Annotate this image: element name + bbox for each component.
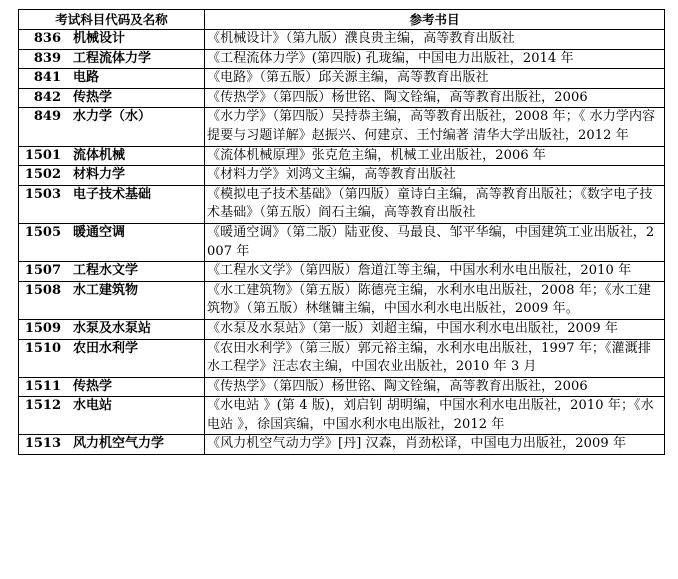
subject-code: 1509 [24, 320, 61, 336]
subject-code: 842 [33, 89, 61, 105]
subject-cell [19, 435, 205, 455]
books-cell: 《传热学》（第四版）杨世铭、陶文铨编，高等教育出版社，2006 [205, 377, 665, 397]
subject-cell [19, 88, 205, 108]
table-row [19, 262, 665, 282]
table-row [19, 49, 665, 69]
reference-books-table [18, 9, 665, 455]
subject-cell [19, 262, 205, 282]
subject-name: 流体机械 [73, 147, 126, 163]
books-cell: 《电路》（第五版）邱关源主编，高等教育出版社 [205, 69, 665, 89]
books-cell: 《工程流体力学》(第四版) 孔珑编，中国电力出版社，2014 年 [205, 49, 665, 69]
table-row [19, 69, 665, 89]
table-row [19, 88, 665, 108]
subject-code: 1502 [24, 167, 61, 183]
subject-name: 工程水文学 [73, 263, 139, 279]
subject-cell [19, 69, 205, 89]
subject-cell [19, 166, 205, 186]
subject-name: 水工建筑物 [73, 282, 139, 298]
subject-name: 材料力学 [73, 167, 126, 183]
table-row [19, 377, 665, 397]
table-row [19, 223, 665, 261]
subject-code: 1512 [24, 398, 61, 414]
books-cell: 《水力学》（第四版）吴持恭主编，高等教育出版社，2008 年；《 水力学内容提要与习题详解》赵振兴、何建京、王忖编著 清华大学出版社，2012 年 [205, 108, 665, 146]
subject-cell [19, 108, 205, 146]
books-cell: 《材料力学》刘鸿文主编，高等教育出版社 [205, 166, 665, 186]
subject-name: 风力机空气力学 [73, 436, 165, 452]
subject-code: 1513 [24, 436, 61, 452]
subject-cell [19, 339, 205, 377]
table-body [19, 30, 665, 455]
books-cell: 《水泵及水泵站》（第一版）刘超主编，中国水利水电出版社，2009 年 [205, 319, 665, 339]
table-row [19, 166, 665, 186]
table-row [19, 339, 665, 377]
subject-cell [19, 377, 205, 397]
subject-name: 暖通空调 [73, 224, 126, 240]
table-row [19, 281, 665, 319]
books-cell: 《水工建筑物》（第五版）陈德亮主编，水利水电出版社，2008 年；《水工建筑物》（第五版）林继镛主编，中国水利水电出版社，2009 年。 [205, 281, 665, 319]
subject-code: 1505 [24, 224, 61, 240]
subject-name: 传热学 [73, 89, 113, 105]
books-cell: 《流体机械原理》张克危主编，机械工业出版社，2006 年 [205, 146, 665, 166]
subject-cell [19, 223, 205, 261]
subject-name: 工程流体力学 [73, 50, 152, 66]
subject-code: 839 [33, 50, 61, 66]
header-subject: 考试科目代码及名称 [19, 10, 205, 30]
subject-name: 电子技术基础 [73, 186, 152, 202]
subject-cell [19, 185, 205, 223]
books-cell: 《模拟电子技术基础》（第四版）童诗白主编，高等教育出版社；《数字电子技术基础》（第五版）阎石主编，高等教育出版社 [205, 185, 665, 223]
subject-name: 机械设计 [73, 31, 126, 46]
subject-cell [19, 319, 205, 339]
subject-code: 841 [33, 70, 61, 86]
subject-name: 农田水利学 [73, 340, 139, 356]
books-cell: 《水电站 》(第 4 版)，刘启钊 胡明编，中国水利水电出版社，2010 年；《水电站 》，徐国宾编，中国水利水电出版社，2012 年 [205, 397, 665, 435]
table-row [19, 108, 665, 146]
table-header-row [19, 10, 665, 30]
subject-code: 1503 [24, 186, 61, 202]
table-row [19, 185, 665, 223]
table-row [19, 146, 665, 166]
subject-cell [19, 49, 205, 69]
subject-name: 水力学（水） [73, 109, 152, 125]
subject-name: 水电站 [73, 398, 113, 414]
books-cell: 《传热学》（第四版）杨世铭、陶文铨编，高等教育出版社，2006 [205, 88, 665, 108]
subject-code: 1507 [24, 263, 61, 279]
subject-cell [19, 146, 205, 166]
header-books: 参考书目 [205, 10, 665, 30]
subject-name: 传热学 [73, 378, 113, 394]
subject-code: 836 [33, 31, 61, 46]
books-cell: 《工程水文学》（第四版）詹道江等主编，中国水利水电出版社，2010 年 [205, 262, 665, 282]
books-cell: 《风力机空气动力学》[丹] 汉森，肖劲松译，中国电力出版社，2009 年 [205, 435, 665, 455]
subject-code: 1510 [24, 340, 61, 356]
books-cell: 《机械设计》（第九版）濮良贵主编，高等教育出版社 [205, 30, 665, 50]
subject-code: 1511 [24, 378, 61, 394]
subject-name: 电路 [73, 70, 100, 86]
subject-cell [19, 30, 205, 50]
subject-code: 1501 [24, 147, 61, 163]
subject-code: 849 [33, 109, 61, 125]
books-cell: 《暖通空调》（第二版）陆亚俊、马最良、邹平华编，中国建筑工业出版社，2007 年 [205, 223, 665, 261]
subject-code: 1508 [24, 282, 61, 298]
table-row [19, 435, 665, 455]
books-cell: 《农田水利学》（第三版）郭元裕主编，水利水电出版社，1997 年；《灌溉排水工程学》汪志农主编，中国农业出版社，2010 年 3 月 [205, 339, 665, 377]
table-row [19, 319, 665, 339]
table-row [19, 397, 665, 435]
subject-cell [19, 281, 205, 319]
table-row [19, 30, 665, 50]
subject-cell [19, 397, 205, 435]
subject-name: 水泵及水泵站 [73, 320, 152, 336]
